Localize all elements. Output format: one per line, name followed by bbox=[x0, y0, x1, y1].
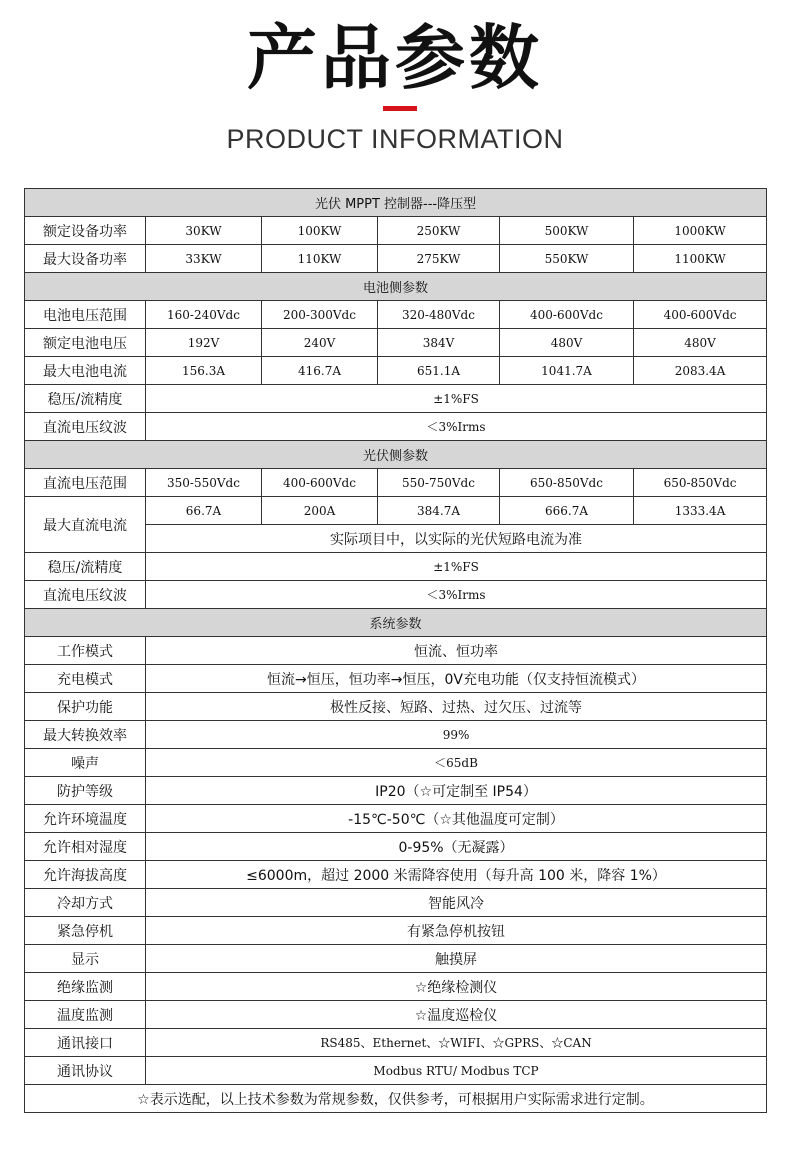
table-row bbox=[25, 245, 767, 273]
table-cell: 550-750Vdc bbox=[378, 469, 500, 497]
table-cell: ≤6000m，超过 2000 米需降容使用（每升高 100 米，降容 1%） bbox=[146, 861, 767, 889]
table-row bbox=[25, 861, 767, 889]
table-row bbox=[25, 217, 767, 245]
table-cell: 触摸屏 bbox=[146, 945, 767, 973]
table-cell: ☆绝缘检测仪 bbox=[146, 973, 767, 1001]
table-cell: 30KW bbox=[146, 217, 262, 245]
row-label: 防护等级 bbox=[25, 777, 146, 805]
table-cell: 1100KW bbox=[634, 245, 767, 273]
table-cell-note: 实际项目中，以实际的光伏短路电流为准 bbox=[146, 525, 767, 553]
table-cell: -15℃-50℃（☆其他温度可定制） bbox=[146, 805, 767, 833]
table-row bbox=[25, 693, 767, 721]
row-label: 直流电压范围 bbox=[25, 469, 146, 497]
table-cell: 350-550Vdc bbox=[146, 469, 262, 497]
table-row bbox=[25, 1029, 767, 1057]
table-cell: ±1%FS bbox=[146, 385, 767, 413]
table-cell: Modbus RTU/ Modbus TCP bbox=[146, 1057, 767, 1085]
table-cell: 416.7A bbox=[262, 357, 378, 385]
table-cell: 2083.4A bbox=[634, 357, 767, 385]
row-label: 最大转换效率 bbox=[25, 721, 146, 749]
row-label: 额定电池电压 bbox=[25, 329, 146, 357]
table-row bbox=[25, 973, 767, 1001]
table-cell: 160-240Vdc bbox=[146, 301, 262, 329]
table-cell: ±1%FS bbox=[146, 553, 767, 581]
page-title: 产品参数 bbox=[247, 17, 543, 99]
table-row bbox=[25, 665, 767, 693]
table-cell: 200A bbox=[262, 497, 378, 525]
table-cell: 384V bbox=[378, 329, 500, 357]
table-cell: 666.7A bbox=[500, 497, 634, 525]
table-row bbox=[25, 917, 767, 945]
table-cell: 100KW bbox=[262, 217, 378, 245]
table-row bbox=[25, 357, 767, 385]
table-cell: 651.1A bbox=[378, 357, 500, 385]
row-label: 工作模式 bbox=[25, 637, 146, 665]
table-row bbox=[25, 553, 767, 581]
table-cell: 200-300Vdc bbox=[262, 301, 378, 329]
table-cell: RS485、Ethernet、☆WIFI、☆GPRS、☆CAN bbox=[146, 1029, 767, 1057]
row-label: 稳压/流精度 bbox=[25, 385, 146, 413]
table-cell: ＜3%Irms bbox=[146, 581, 767, 609]
table-row bbox=[25, 1057, 767, 1085]
table-row bbox=[25, 301, 767, 329]
table-row bbox=[25, 833, 767, 861]
row-label: 电池电压范围 bbox=[25, 301, 146, 329]
table-row bbox=[25, 469, 767, 497]
table-title-row bbox=[25, 189, 767, 217]
table-cell: 550KW bbox=[500, 245, 634, 273]
table-cell: 400-600Vdc bbox=[634, 301, 767, 329]
table-cell: ＜3%Irms bbox=[146, 413, 767, 441]
section-header-pv: 光伏侧参数 bbox=[25, 441, 767, 469]
row-label: 允许海拔高度 bbox=[25, 861, 146, 889]
table-row bbox=[25, 1001, 767, 1029]
table-cell: 240V bbox=[262, 329, 378, 357]
table-cell: 1041.7A bbox=[500, 357, 634, 385]
row-label: 最大设备功率 bbox=[25, 245, 146, 273]
table-cell: 1333.4A bbox=[634, 497, 767, 525]
page-header bbox=[0, 0, 790, 188]
row-label: 直流电压纹波 bbox=[25, 581, 146, 609]
title-accent-bar bbox=[383, 106, 417, 111]
table-cell: 有紧急停机按钮 bbox=[146, 917, 767, 945]
table-title: 光伏 MPPT 控制器---降压型 bbox=[25, 189, 767, 217]
row-label: 显示 bbox=[25, 945, 146, 973]
section-row bbox=[25, 441, 767, 469]
row-label: 绝缘监测 bbox=[25, 973, 146, 1001]
table-cell: ☆温度巡检仪 bbox=[146, 1001, 767, 1029]
table-row bbox=[25, 777, 767, 805]
table-row bbox=[25, 497, 767, 525]
footnote-row bbox=[25, 1085, 767, 1113]
table-cell: 智能风冷 bbox=[146, 889, 767, 917]
row-label: 稳压/流精度 bbox=[25, 553, 146, 581]
row-label: 最大直流电流 bbox=[25, 497, 146, 553]
section-header-system: 系统参数 bbox=[25, 609, 767, 637]
table-cell: 320-480Vdc bbox=[378, 301, 500, 329]
spec-table bbox=[24, 188, 767, 1113]
page-subtitle: PRODUCT INFORMATION bbox=[226, 124, 564, 154]
table-cell: 384.7A bbox=[378, 497, 500, 525]
table-row bbox=[25, 637, 767, 665]
row-label: 保护功能 bbox=[25, 693, 146, 721]
table-cell: 恒流、恒功率 bbox=[146, 637, 767, 665]
table-cell: 400-600Vdc bbox=[262, 469, 378, 497]
row-label: 通讯接口 bbox=[25, 1029, 146, 1057]
table-cell: 192V bbox=[146, 329, 262, 357]
table-row bbox=[25, 721, 767, 749]
row-label: 冷却方式 bbox=[25, 889, 146, 917]
table-cell: 400-600Vdc bbox=[500, 301, 634, 329]
table-cell: 1000KW bbox=[634, 217, 767, 245]
table-row bbox=[25, 413, 767, 441]
row-label: 温度监测 bbox=[25, 1001, 146, 1029]
row-label: 紧急停机 bbox=[25, 917, 146, 945]
row-label: 允许相对湿度 bbox=[25, 833, 146, 861]
table-row bbox=[25, 805, 767, 833]
row-label: 充电模式 bbox=[25, 665, 146, 693]
table-row bbox=[25, 945, 767, 973]
section-row bbox=[25, 273, 767, 301]
table-cell: 99% bbox=[146, 721, 767, 749]
row-label: 允许环境温度 bbox=[25, 805, 146, 833]
table-cell: 275KW bbox=[378, 245, 500, 273]
table-row bbox=[25, 749, 767, 777]
row-label: 噪声 bbox=[25, 749, 146, 777]
table-cell: 500KW bbox=[500, 217, 634, 245]
section-header-battery: 电池侧参数 bbox=[25, 273, 767, 301]
table-row bbox=[25, 329, 767, 357]
table-cell: 650-850Vdc bbox=[634, 469, 767, 497]
table-cell: IP20（☆可定制至 IP54） bbox=[146, 777, 767, 805]
row-label: 直流电压纹波 bbox=[25, 413, 146, 441]
row-label: 最大电池电流 bbox=[25, 357, 146, 385]
table-cell: 66.7A bbox=[146, 497, 262, 525]
table-row bbox=[25, 581, 767, 609]
table-cell: ＜65dB bbox=[146, 749, 767, 777]
footnote: ☆表示选配，以上技术参数为常规参数，仅供参考，可根据用户实际需求进行定制。 bbox=[25, 1085, 767, 1113]
row-label: 通讯协议 bbox=[25, 1057, 146, 1085]
table-row bbox=[25, 889, 767, 917]
table-cell: 恒流→恒压，恒功率→恒压，0V充电功能（仅支持恒流模式） bbox=[146, 665, 767, 693]
section-row bbox=[25, 609, 767, 637]
table-cell: 250KW bbox=[378, 217, 500, 245]
table-cell: 33KW bbox=[146, 245, 262, 273]
table-cell: 650-850Vdc bbox=[500, 469, 634, 497]
table-cell: 480V bbox=[634, 329, 767, 357]
table-cell: 极性反接、短路、过热、过欠压、过流等 bbox=[146, 693, 767, 721]
table-cell: 480V bbox=[500, 329, 634, 357]
table-cell: 156.3A bbox=[146, 357, 262, 385]
table-cell: 0-95%（无凝露） bbox=[146, 833, 767, 861]
table-cell: 110KW bbox=[262, 245, 378, 273]
row-label: 额定设备功率 bbox=[25, 217, 146, 245]
table-row bbox=[25, 385, 767, 413]
